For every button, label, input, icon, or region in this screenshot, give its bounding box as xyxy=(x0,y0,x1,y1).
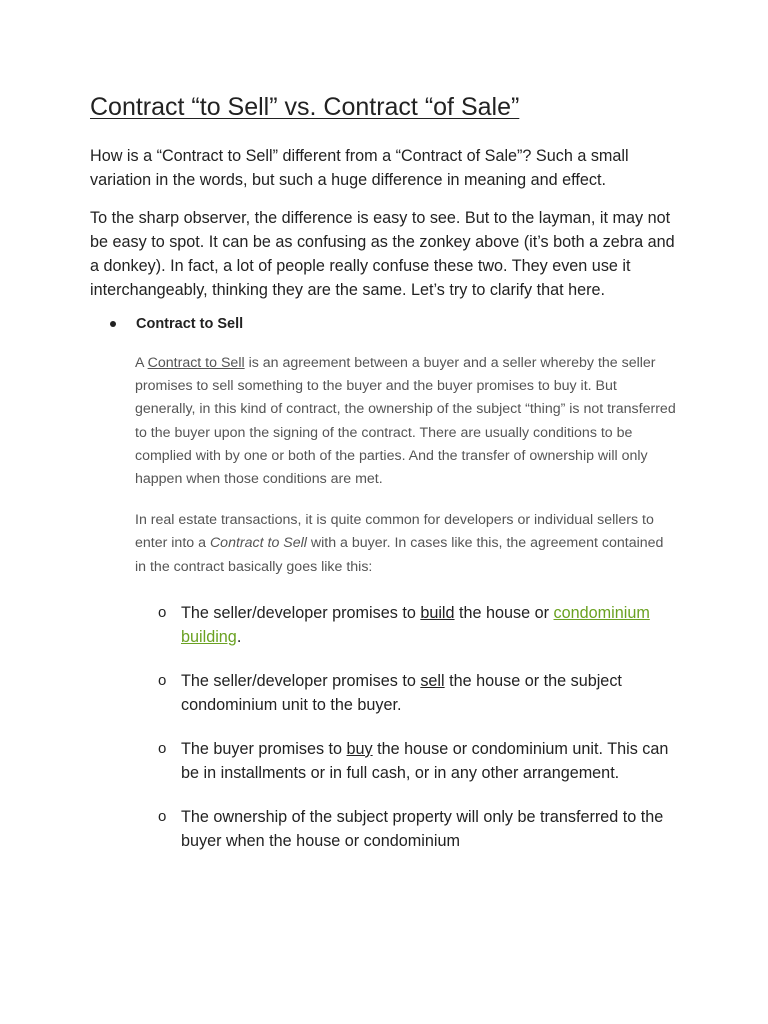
definition-prefix: A xyxy=(135,355,148,371)
list-item xyxy=(158,805,678,854)
circle-bullet-icon: o xyxy=(158,739,167,757)
section-heading-label: Contract to Sell xyxy=(136,316,244,332)
list-item-keyword: buy xyxy=(346,739,373,758)
real-estate-paragraph xyxy=(135,509,678,579)
list-item xyxy=(158,669,678,718)
real-estate-prefix: In real estate transactions, it is quite common for developers or individual sellers to enter into a xyxy=(135,512,654,552)
agreement-terms-list xyxy=(158,601,678,854)
list-item-text: The ownership of the subject property will only be transferred to the buyer when the house or condominium xyxy=(181,807,664,851)
circle-bullet-icon: o xyxy=(158,671,167,689)
list-item-keyword: sell xyxy=(420,671,445,690)
intro-paragraph-2: To the sharp observer, the difference is easy to see. But to the layman, it may not be easy to spot. It can be as confusing as the zonkey above (it’s both a zebra and a donkey). In fact, a lot of people really confuse these two. They even use it interchangeably, thinking they are the same. Let’s try to clarify that here. xyxy=(90,209,675,299)
list-item-text-end: the house or condominium unit. This can be in installments or in full cash, or in any other arrangement. xyxy=(181,739,669,783)
list-item-text-end: the house or the subject condominium unit to the buyer. xyxy=(181,671,622,715)
circle-bullet-icon: o xyxy=(158,807,167,825)
bullet-dot-icon xyxy=(110,321,116,327)
list-item-text-start: The seller/developer promises to xyxy=(181,603,421,622)
contract-to-sell-link[interactable]: Contract to Sell xyxy=(147,355,245,371)
list-item-text-middle: the house or xyxy=(454,603,554,622)
definition-paragraph xyxy=(135,352,678,491)
page-title: Contract “to Sell” vs. Contract “of Sale” xyxy=(90,93,520,121)
intro-paragraph-1: How is a “Contract to Sell” different from a “Contract of Sale”? Such a small variation in the words, but such a huge difference in meaning and effect. xyxy=(90,147,629,189)
list-item-text-start: The seller/developer promises to xyxy=(181,671,421,690)
list-item-keyword: build xyxy=(420,603,455,622)
list-item xyxy=(158,601,678,650)
circle-bullet-icon: o xyxy=(158,603,167,621)
list-item-text-start: The buyer promises to xyxy=(181,739,347,758)
condominium-building-link[interactable]: condominium building xyxy=(181,603,650,647)
list-item-text-end: . xyxy=(236,628,242,647)
real-estate-text: with a buyer. In cases like this, the agreement contained in the contract basically goes like this: xyxy=(135,535,664,575)
section-heading-contract-to-sell xyxy=(110,316,678,332)
real-estate-italic-term: Contract to Sell xyxy=(209,535,307,552)
definition-text: is an agreement between a buyer and a seller whereby the seller promises to sell something to the buyer and the buyer promises to buy it. But generally, in this kind of contract, the ownership of the subject “thing” is not transferred to the buyer upon the signing of the contract. There are usually conditions to be complied with by one or both of the parties. And the transfer of ownership will only happen when those conditions are met. xyxy=(135,355,676,488)
list-item xyxy=(158,737,678,786)
